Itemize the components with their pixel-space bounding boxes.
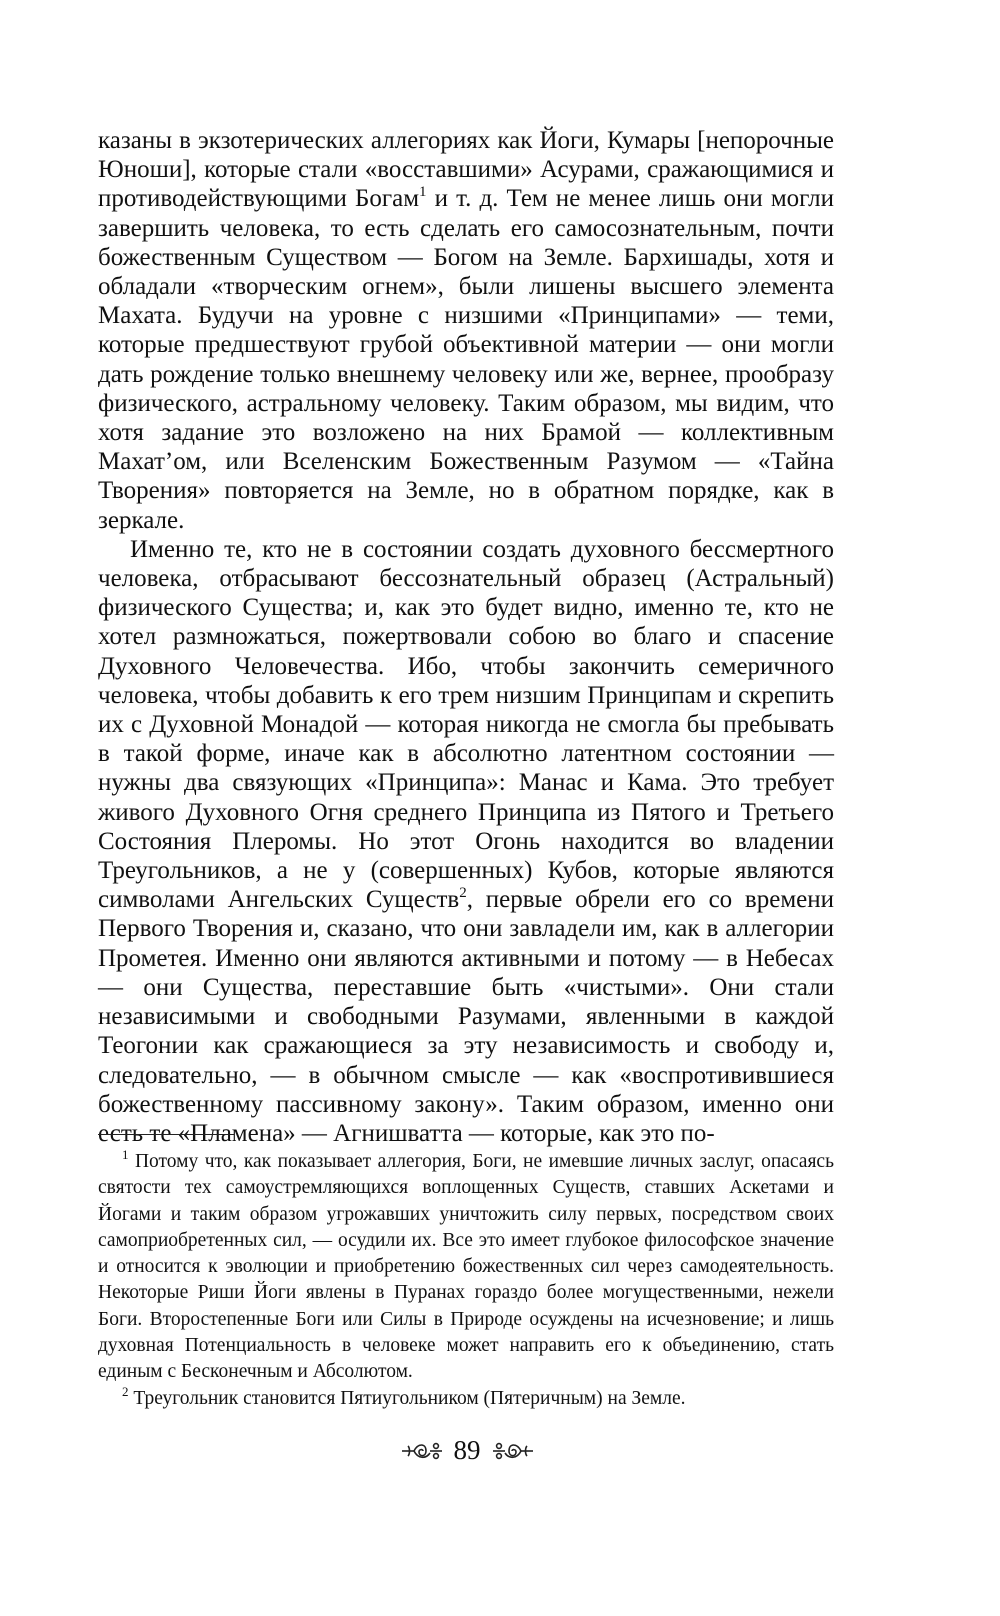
footnote-2-text: Треугольник становится Пятиугольником (Пятеричным) на Земле. (128, 1387, 686, 1409)
footnote-2 (98, 1383, 834, 1412)
paragraph-1-part-b: и т. д. Тем не менее лишь они могли завершить человека, то есть сделать его самосознательным, почти божественным Существом — Богом на Земле. Бархишады, хотя и обладали «творческим огнем», были лишены высшего элемента Махата. Будучи на уровне с низшими «Принципами» — теми, которые предшествуют грубой объективной материи — они могли дать рождение только внешнему человеку или же, вернее, прообразу физического, астральному человеку. Таким образом, мы видим, что хотя задание это возложено на них Брамой — коллективным Махат’ом, или Вселенским Божественным Разумом — «Тайна Творения» повторяется на Земле, но в обратном порядке, как в зеркале. (98, 185, 835, 534)
fleuron-left-icon (400, 1439, 444, 1463)
footnote-1-text: Потому что, как показывает аллегория, Боги, не имевшие личных заслуг, опасаясь святости тех самоустремляющихся воплощенных Существ, ставших Аскетами и Йогами и таким образом угрожавших уничтожить силу первых, посредством своих самоприобретенных сил, — осудили их. Все это имеет глубокое философское значение и относится к эволюции и приобретению божественных сил через самодеятельность. Некоторые Риши Йоги явлены в Пуранах гораздо более могущественными, нежели Боги. Второстепенные Боги или Силы в Природе осуждены на исчезновение; и лишь духовная Потенциальность в человеке может направить его к объединению, стать единым с Бесконечным и Абсолютом. (98, 1151, 834, 1383)
main-text (98, 126, 834, 1148)
paragraph-2-part-b: , первые обрели его со времени Первого Творения и, сказано, что они завладели им, как в аллегории Прометея. Именно они являются активными и потому — в Небесах — они Существа, переставшие быть «чистыми». Они стали независимыми и свободными Разумами, явленными в каждой Теогонии как сражающиеся за эту независимость и свободу и, следовательно, — в обычном смысле — как «воспротивившиеся божественному пассивному закону». Таким образом, именно они есть те «Пламена» — Агнишватта — которые, как это по- (98, 886, 835, 1147)
footnote-ref-1[interactable]: 1 (419, 184, 427, 201)
footnote-1 (98, 1149, 834, 1386)
fleuron-right-icon (491, 1439, 535, 1463)
page-footer (0, 1435, 934, 1466)
footnote-ref-2[interactable]: 2 (459, 885, 467, 902)
paragraph-1-part-a: казаны в экзотерических аллегориях как Йоги, Кумары [непорочные Юноши], которые стали «восставшими» Асурами, сражающимися и противодействующими Богам (98, 127, 834, 213)
footnote-separator (98, 1134, 234, 1135)
footnote-1-number: 1 (122, 1147, 129, 1162)
paragraph-1 (98, 126, 834, 535)
page-number: 89 (453, 1435, 481, 1465)
footnotes (98, 1149, 834, 1412)
paragraph-2 (98, 535, 834, 1148)
footnote-2-number: 2 (122, 1383, 129, 1399)
paragraph-2-part-a: Именно те, кто не в состоянии создать духовного бессмертного человека, отбрасывают бессознательный образец (Астральный) физического Существа; и, как это будет видно, именно те, кто не хотел размножаться, пожертвовали собою во благо и спасение Духовного Человечества. Ибо, чтобы закончить семеричного человека, чтобы добавить к его трем низшим Принципам и скрепить их с Духовной Монадой — которая никогда не смогла бы пребывать в такой форме, иначе как в абсолютно латентном состоянии — нужны два связующих «Принципа»: Манас и Кама. Это требует живого Духовного Огня среднего Принципа из Пятого и Третьего Состояния Плеромы. Но этот Огонь находится во владении Треугольников, а не у (совершенных) Кубов, которые являются символами Ангельских Существ (98, 535, 834, 914)
